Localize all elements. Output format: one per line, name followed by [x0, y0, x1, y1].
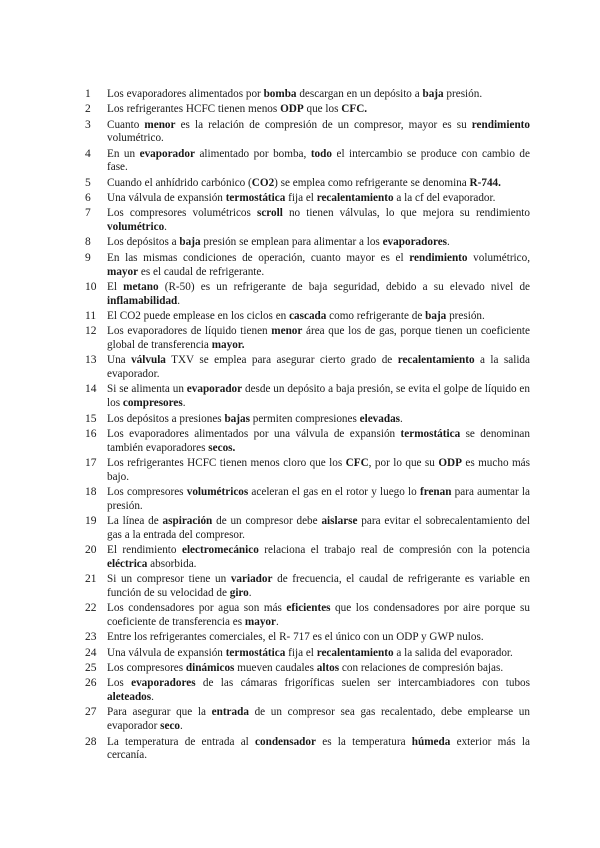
- text-fragment: no tienen válvulas, lo que mejora su rendimiento: [282, 207, 531, 220]
- bold-term: evaporadores: [382, 236, 448, 249]
- bold-term: entrada: [211, 706, 249, 719]
- text-fragment: descargan en un depósito a: [296, 88, 423, 100]
- bold-term: termostática: [225, 646, 286, 659]
- item-text: [107, 236, 530, 250]
- item-number: 22: [85, 602, 97, 615]
- item-text: [107, 631, 530, 645]
- bold-term: scroll: [256, 207, 283, 220]
- text-fragment: Los refrigerantes HCFC tienen menos cloro que los: [107, 456, 346, 469]
- text-fragment: Entre los refrigerantes comerciales, el R- 717 es el único con un ODP y GWP nulos.: [107, 631, 484, 644]
- bold-term: giro: [229, 587, 249, 600]
- bold-term: mayor: [244, 616, 276, 629]
- bold-term: CFC: [345, 456, 369, 469]
- list-item: [85, 677, 530, 705]
- text-fragment: con relaciones de compresión bajas.: [339, 662, 504, 675]
- item-text: [107, 544, 530, 572]
- item-number: 17: [85, 456, 97, 469]
- bold-term: ODP: [280, 103, 304, 116]
- text-fragment: Una válvula de expansión: [107, 646, 226, 659]
- item-text: [107, 662, 530, 676]
- text-fragment: permiten compresiones: [249, 412, 360, 425]
- item-text: [107, 310, 530, 324]
- item-number: 12: [85, 325, 97, 338]
- item-text: [107, 677, 530, 705]
- item-text: [107, 428, 530, 456]
- bold-term: ODP: [438, 456, 462, 469]
- text-fragment: .: [180, 720, 183, 733]
- bold-term: inflamabilidad: [107, 294, 178, 307]
- item-text: [107, 281, 530, 309]
- list-item: [85, 736, 530, 764]
- text-fragment: Los condensadores por agua son más: [107, 602, 287, 615]
- text-fragment: El rendimiento: [107, 544, 182, 557]
- bold-term: recalentamiento: [316, 646, 394, 659]
- list-item: [85, 647, 530, 661]
- text-fragment: absorbida.: [147, 558, 197, 570]
- text-fragment: (R-50) es un refrigerante de baja seguridad, debido a su elevado nivel de: [158, 280, 531, 293]
- text-fragment: .: [275, 616, 279, 629]
- item-text: [107, 148, 530, 176]
- bold-term: termostática: [400, 427, 461, 440]
- item-number: 21: [85, 573, 97, 586]
- item-number: 24: [85, 646, 97, 659]
- item-number: 1: [85, 88, 91, 100]
- text-fragment: área que los de gas, porque tienen un coeficiente global de transferencia: [107, 325, 530, 352]
- text-fragment: de frecuencia, el caudal de refrigerante es variable en función de su velocidad de: [107, 573, 530, 600]
- item-number: 6: [85, 192, 91, 205]
- list-item: [85, 103, 530, 117]
- bold-term: altos: [316, 662, 340, 675]
- text-fragment: aceleran el gas en el rotor y luego lo: [248, 486, 420, 499]
- bold-term: húmeda: [411, 735, 451, 748]
- list-item: [85, 281, 530, 309]
- bold-term: secos.: [208, 441, 236, 454]
- bold-term: condensador: [255, 735, 316, 748]
- item-text: [107, 602, 530, 630]
- text-fragment: de un compresor sea gas recalentado, debe emplearse un evaporador: [107, 706, 530, 733]
- text-fragment: Cuanto: [107, 118, 145, 131]
- bold-term: seco: [160, 720, 181, 733]
- item-number: 15: [85, 412, 97, 425]
- bold-term: recalentamiento: [397, 354, 475, 367]
- text-fragment: presión.: [443, 88, 483, 100]
- item-text: [107, 103, 530, 117]
- text-fragment: Los refrigerantes HCFC tienen menos: [107, 103, 281, 116]
- list-item: [85, 631, 530, 645]
- list-item: [85, 325, 530, 353]
- list-item: [85, 662, 530, 676]
- bold-term: metano: [123, 280, 159, 293]
- text-fragment: como refrigerante de: [326, 309, 426, 322]
- text-fragment: es mucho más bajo.: [107, 456, 530, 483]
- text-fragment: TXV se emplea para asegurar cierto grado de: [165, 354, 398, 367]
- text-fragment: Los evaporadores alimentados por una válvula de expansión: [107, 427, 401, 440]
- bold-term: CO2: [251, 176, 275, 189]
- item-text: [107, 192, 530, 206]
- item-number: 4: [85, 147, 91, 160]
- bold-term: evaporadores: [131, 677, 196, 690]
- item-text: [107, 383, 530, 411]
- text-fragment: La línea de: [107, 515, 163, 528]
- bold-term: termostática: [225, 192, 286, 205]
- bold-term: baja: [422, 88, 444, 100]
- text-fragment: para evitar el sobrecalentamiento del gas a la entrada del compresor.: [107, 515, 530, 541]
- text-fragment: mueven caudales: [234, 662, 317, 675]
- list-item: [85, 119, 530, 147]
- bold-term: cascada: [289, 309, 327, 322]
- item-number: 16: [85, 427, 97, 440]
- list-item: [85, 236, 530, 250]
- item-text: [107, 252, 530, 280]
- item-text: [107, 706, 530, 734]
- text-fragment: Los evaporadores alimentados por: [107, 88, 264, 100]
- text-fragment: , por lo que su: [368, 456, 439, 469]
- item-number: 27: [85, 706, 97, 719]
- text-fragment: En las mismas condiciones de operación, cuanto mayor es el: [107, 251, 410, 264]
- bold-term: volumétricos: [186, 486, 249, 499]
- list-item: [85, 573, 530, 601]
- bold-term: mayor.: [211, 339, 245, 352]
- item-number: 8: [85, 236, 91, 249]
- list-item: [85, 486, 530, 514]
- item-number: 18: [85, 486, 97, 499]
- text-fragment: el intercambio se produce con cambio de fase.: [107, 147, 530, 174]
- text-fragment: presión se emplean para alimentar a los: [200, 236, 383, 249]
- list-item: [85, 428, 530, 456]
- bold-term: elevadas: [359, 412, 401, 425]
- text-fragment: .: [177, 294, 181, 307]
- text-fragment: Los compresores: [107, 662, 186, 675]
- list-item: [85, 602, 530, 630]
- text-fragment: .: [164, 221, 167, 234]
- text-fragment: desde un depósito a baja presión, se evita el golpe de líquido en los: [107, 383, 530, 410]
- bold-term: aislarse: [321, 515, 358, 528]
- bold-term: frenan: [419, 486, 452, 499]
- bold-term: todo: [310, 147, 332, 160]
- bold-term: electromecánico: [181, 544, 259, 557]
- text-fragment: El CO2 puede emplease en los ciclos en: [107, 309, 290, 322]
- text-fragment: .: [400, 412, 403, 425]
- text-fragment: En un: [107, 147, 140, 160]
- text-fragment: .: [151, 691, 154, 704]
- list-item: [85, 383, 530, 411]
- text-fragment: exterior más la cercanía.: [107, 735, 530, 762]
- bold-term: bajas: [224, 412, 250, 425]
- list-item: [85, 252, 530, 280]
- item-text: [107, 515, 530, 543]
- bold-term: rendimiento: [409, 251, 468, 264]
- text-fragment: es el caudal de refrigerante.: [138, 265, 265, 278]
- text-fragment: Una válvula de expansión: [107, 192, 226, 205]
- item-number: 20: [85, 544, 97, 557]
- bold-term: recalentamiento: [316, 192, 394, 205]
- list-item: [85, 192, 530, 206]
- text-fragment: presión.: [446, 309, 485, 322]
- bold-term: baja: [425, 309, 447, 322]
- text-fragment: Si se alimenta un: [107, 383, 187, 396]
- text-fragment: de un compresor debe: [212, 515, 322, 528]
- text-fragment: Cuando el anhídrido carbónico (: [107, 176, 252, 189]
- statement-list: [85, 88, 530, 765]
- text-fragment: Los depósitos a presiones: [107, 412, 225, 425]
- item-text: [107, 736, 530, 764]
- text-fragment: a la salida evaporador.: [107, 354, 530, 381]
- text-fragment: Los compresores volumétricos: [107, 207, 257, 220]
- bold-term: mayor: [107, 265, 139, 278]
- text-fragment: .: [248, 587, 252, 600]
- item-number: 28: [85, 735, 97, 748]
- item-text: [107, 354, 530, 382]
- text-fragment: que los: [303, 103, 342, 116]
- text-fragment: ) se emplea como refrigerante se denomina: [274, 176, 470, 189]
- bold-term: bomba: [263, 88, 297, 100]
- bold-term: baja: [179, 236, 201, 249]
- text-fragment: a la cf del evaporador.: [393, 192, 496, 205]
- item-text: [107, 119, 530, 147]
- text-fragment: se denominan también evaporadores: [107, 427, 530, 454]
- item-text: [107, 486, 530, 514]
- list-item: [85, 706, 530, 734]
- text-fragment: relaciona el trabajo real de compresión con la potencia: [258, 544, 530, 557]
- text-fragment: fija el: [285, 192, 317, 205]
- item-number: 7: [85, 207, 91, 220]
- text-fragment: El: [107, 280, 124, 293]
- list-item: [85, 544, 530, 572]
- item-number: 9: [85, 251, 91, 264]
- item-text: [107, 88, 530, 102]
- text-fragment: alimentado por bomba,: [194, 147, 311, 160]
- item-text: [107, 177, 530, 191]
- item-number: 3: [85, 118, 91, 131]
- bold-term: CFC.: [341, 103, 368, 116]
- item-text: [107, 413, 530, 427]
- text-fragment: volumétrico,: [467, 251, 531, 264]
- bold-term: válvula: [131, 354, 166, 367]
- list-item: [85, 148, 530, 176]
- item-number: 10: [85, 280, 97, 293]
- bold-term: eléctrica: [107, 558, 148, 570]
- bold-term: eficientes: [286, 602, 331, 615]
- item-number: 19: [85, 515, 97, 528]
- bold-term: menor: [144, 118, 176, 131]
- bold-term: menor: [271, 325, 303, 338]
- text-fragment: .: [182, 397, 186, 410]
- item-number: 25: [85, 662, 97, 675]
- text-fragment: Una: [107, 354, 132, 367]
- text-fragment: Los evaporadores de líquido tienen: [107, 325, 272, 338]
- text-fragment: volumétrico.: [107, 132, 164, 145]
- list-item: [85, 413, 530, 427]
- bold-term: evaporador: [186, 383, 243, 396]
- item-number: 26: [85, 677, 97, 690]
- list-item: [85, 88, 530, 102]
- list-item: [85, 457, 530, 485]
- text-fragment: para aumentar la presión.: [107, 486, 530, 512]
- list-item: [85, 207, 530, 235]
- bold-term: volumétrico: [107, 221, 165, 234]
- text-fragment: que los condensadores por aire porque su coeficiente de transferencia es: [107, 602, 530, 629]
- text-fragment: Si un compresor tiene un: [107, 573, 231, 586]
- item-text: [107, 207, 530, 235]
- bold-term: aleteados: [107, 691, 152, 704]
- text-fragment: Los: [107, 677, 132, 690]
- bold-term: R-744.: [469, 176, 501, 189]
- item-text: [107, 457, 530, 485]
- text-fragment: fija el: [285, 646, 317, 659]
- text-fragment: .: [447, 236, 450, 249]
- item-text: [107, 647, 530, 661]
- item-text: [107, 325, 530, 353]
- text-fragment: Los depósitos a: [107, 236, 180, 249]
- item-text: [107, 573, 530, 601]
- list-item: [85, 354, 530, 382]
- text-fragment: La temperatura de entrada al: [107, 735, 256, 748]
- bold-term: aspiración: [162, 515, 213, 528]
- bold-term: variador: [230, 573, 273, 586]
- bold-term: dinámicos: [185, 662, 235, 675]
- text-fragment: es la relación de compresión de un compresor, mayor es su: [175, 118, 472, 131]
- item-number: 13: [85, 354, 97, 367]
- text-fragment: Los compresores: [107, 486, 187, 499]
- item-number: 5: [85, 176, 91, 189]
- bold-term: compresores: [122, 397, 183, 410]
- bold-term: rendimiento: [471, 118, 530, 131]
- text-fragment: a la salida del evaporador.: [393, 646, 513, 659]
- list-item: [85, 515, 530, 543]
- list-item: [85, 310, 530, 324]
- text-fragment: de las cámaras frigoríficas suelen ser intercambiadores con tubos: [195, 677, 530, 690]
- text-fragment: Para asegurar que la: [107, 706, 212, 719]
- item-number: 14: [85, 383, 97, 396]
- item-number: 23: [85, 631, 97, 644]
- item-number: 2: [85, 103, 91, 116]
- text-fragment: es la temperatura: [315, 735, 412, 748]
- bold-term: evaporador: [139, 147, 195, 160]
- item-number: 11: [85, 309, 97, 322]
- list-item: [85, 177, 530, 191]
